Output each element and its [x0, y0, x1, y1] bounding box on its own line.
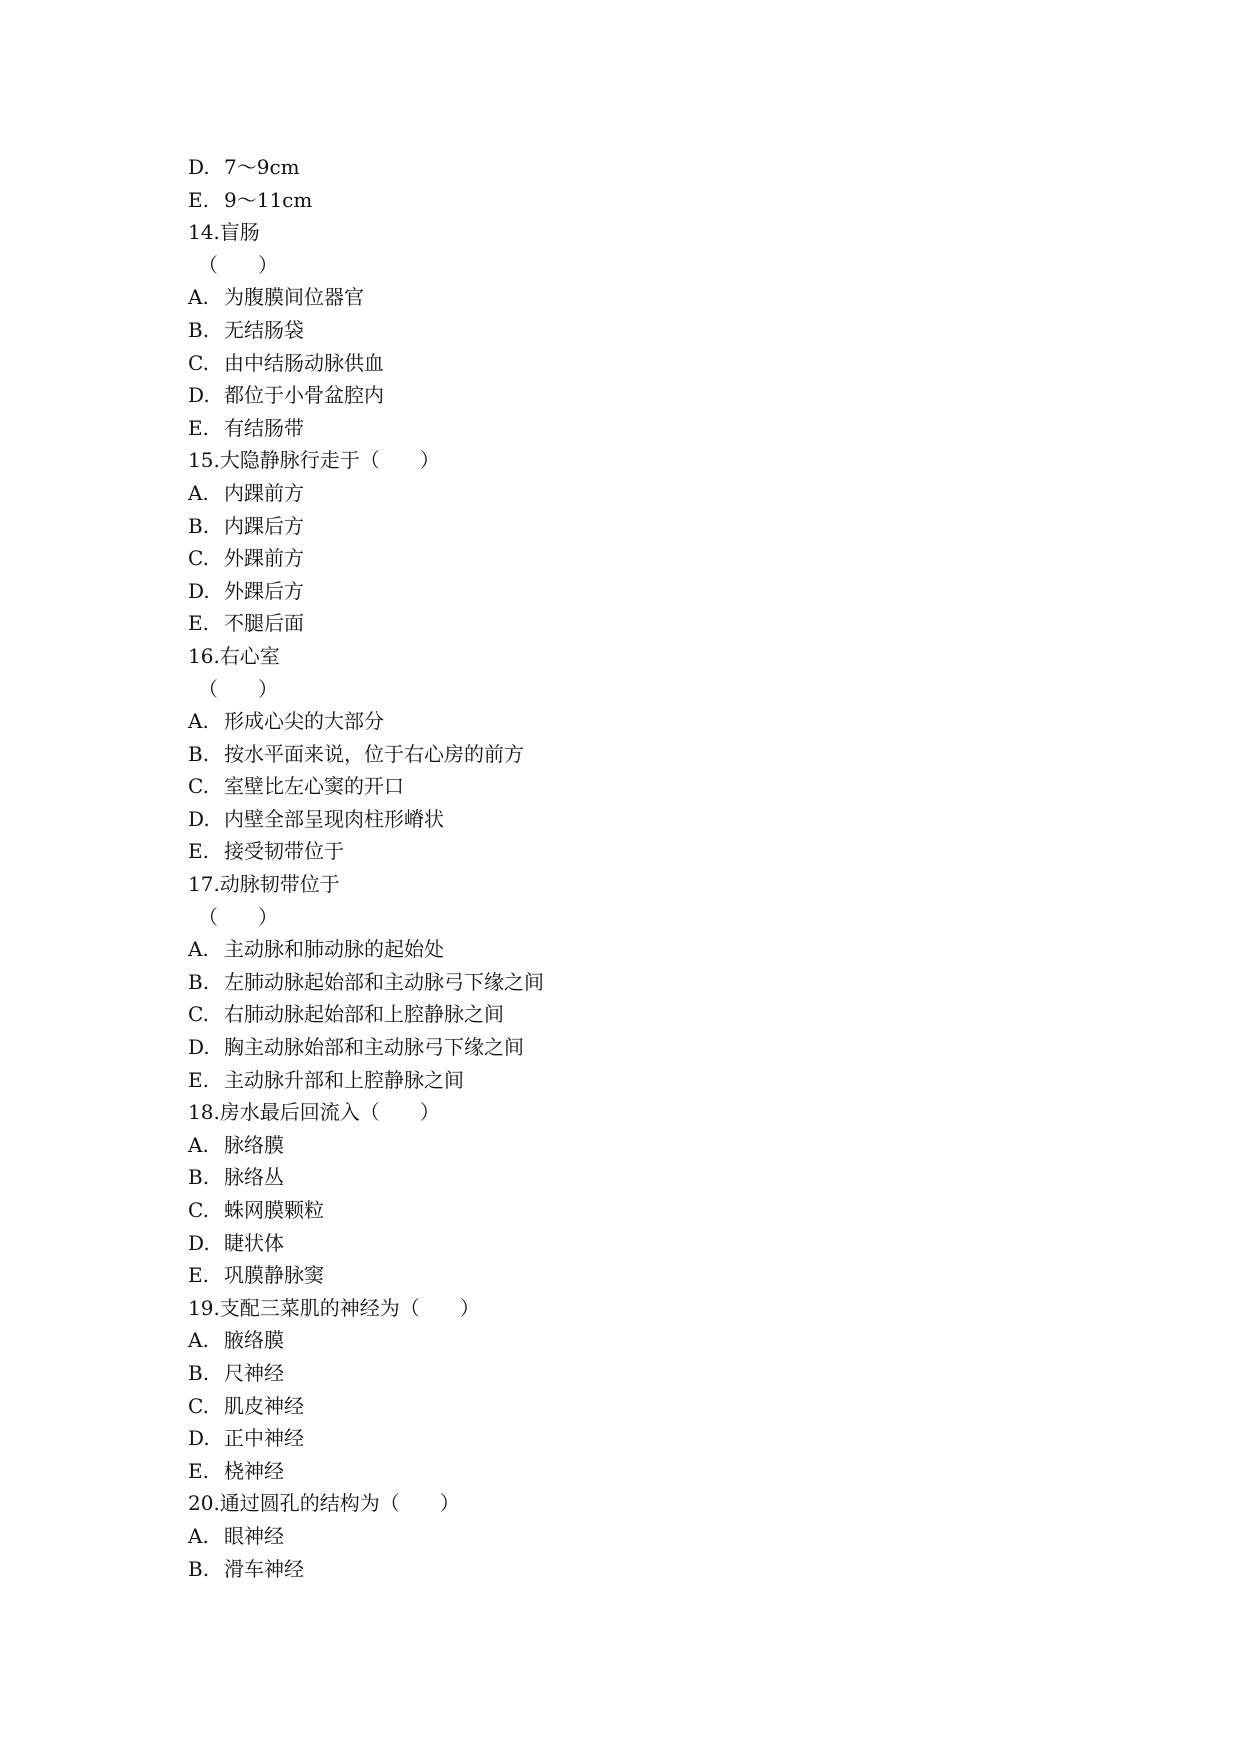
option-letter: E.: [188, 1067, 209, 1092]
option-letter: C.: [188, 1198, 209, 1222]
answer-option: [188, 607, 1088, 640]
option-text: 脉络丛: [224, 1165, 284, 1190]
option-text: 巩膜静脉窦: [224, 1263, 324, 1288]
option-text: 主动脉和肺动脉的起始处: [224, 937, 444, 962]
option-letter: D.: [188, 1035, 210, 1060]
question-stem: 19.支配三菜肌的神经为（ ）: [188, 1295, 480, 1320]
option-letter: B.: [188, 317, 210, 342]
answer-option: [188, 966, 1088, 999]
option-letter: B.: [188, 1360, 210, 1385]
option-text: 由中结肠动脉供血: [224, 350, 384, 375]
option-text: 内壁全部呈现肉柱形嵴状: [224, 806, 444, 831]
answer-option: [188, 281, 1088, 314]
option-text: 蛛网膜颗粒: [224, 1198, 324, 1222]
option-letter: E.: [188, 1458, 209, 1483]
option-text: 形成心尖的大部分: [224, 709, 384, 734]
answer-option: [188, 314, 1088, 347]
answer-option: [188, 1324, 1088, 1357]
option-letter: C.: [188, 546, 209, 571]
option-text: 眼神经: [224, 1523, 284, 1548]
option-text: 主动脉升部和上腔静脉之间: [224, 1067, 464, 1092]
option-text: 内踝后方: [224, 513, 304, 538]
question-stem: 17.动脉韧带位于: [188, 872, 340, 897]
option-text: 不腿后面: [224, 611, 304, 636]
option-text: 按水平面来说，位于右心房的前方: [224, 741, 524, 766]
answer-blank: （ ）: [198, 252, 278, 277]
answer-blank: （ ）: [198, 904, 278, 929]
answer-option: [188, 1520, 1088, 1553]
answer-option: [188, 835, 1088, 868]
answer-option: [188, 998, 1088, 1031]
answer-option: [188, 1129, 1088, 1162]
option-text: 为腹膜间位器官: [224, 285, 364, 310]
question-stem: 20.通过圆孔的结构为（ ）: [188, 1491, 460, 1516]
option-letter: D.: [188, 155, 210, 179]
option-text: 胸主动脉始部和主动脉弓下缘之间: [224, 1035, 524, 1060]
option-text: 桡神经: [224, 1458, 284, 1483]
answer-option: [188, 412, 1088, 445]
answer-option: [188, 1455, 1088, 1488]
option-letter: B.: [188, 1165, 210, 1190]
option-text: 9～11cm: [224, 187, 313, 212]
answer-option: [188, 510, 1088, 543]
option-text: 右肺动脉起始部和上腔静脉之间: [224, 1002, 504, 1027]
option-letter: C.: [188, 350, 209, 375]
answer-option: [188, 1194, 1088, 1227]
option-letter: B.: [188, 969, 210, 994]
question-stem: 18.房水最后回流入（ ）: [188, 1100, 440, 1125]
option-letter: B.: [188, 513, 210, 538]
answer-option: [188, 184, 1088, 217]
option-letter: A.: [188, 1523, 209, 1548]
answer-option: [188, 477, 1088, 510]
question-stem: 14.盲肠: [188, 220, 260, 245]
option-text: 左肺动脉起始部和主动脉弓下缘之间: [224, 969, 544, 994]
option-text: 尺神经: [224, 1360, 284, 1385]
answer-option: [188, 542, 1088, 575]
answer-option: [188, 379, 1088, 412]
option-letter: D.: [188, 1230, 210, 1255]
option-text: 滑车神经: [224, 1556, 304, 1581]
option-letter: E.: [188, 611, 209, 636]
answer-option: [188, 933, 1088, 966]
option-letter: D.: [188, 578, 210, 603]
answer-option: [188, 705, 1088, 738]
answer-option: [188, 575, 1088, 608]
answer-option: [188, 151, 1088, 184]
answer-option: [188, 803, 1088, 836]
option-text: 都位于小骨盆腔内: [224, 383, 384, 408]
option-letter: E.: [188, 415, 209, 440]
answer-option: [188, 1227, 1088, 1260]
option-letter: A.: [188, 285, 209, 310]
option-letter: E.: [188, 1263, 209, 1288]
option-letter: D.: [188, 806, 210, 831]
answer-option: [188, 347, 1088, 380]
option-letter: E.: [188, 839, 209, 864]
answer-option: [188, 770, 1088, 803]
option-letter: D.: [188, 383, 210, 408]
answer-option: [188, 1064, 1088, 1097]
option-letter: C.: [188, 1393, 209, 1418]
answer-option: [188, 1422, 1088, 1455]
question-list: [188, 151, 1088, 1585]
option-text: 脉络膜: [224, 1132, 284, 1157]
option-letter: A.: [188, 1132, 209, 1157]
answer-option: [188, 1259, 1088, 1292]
answer-option: [188, 1357, 1088, 1390]
option-letter: A.: [188, 480, 209, 505]
option-letter: B.: [188, 1556, 210, 1581]
option-letter: A.: [188, 1328, 209, 1353]
option-text: 接受韧带位于: [224, 839, 344, 864]
option-letter: C.: [188, 1002, 209, 1027]
option-text: 外踝后方: [224, 578, 304, 603]
option-letter: E.: [188, 187, 209, 212]
question-stem: 16.右心室: [188, 643, 280, 668]
option-letter: C.: [188, 774, 209, 799]
option-letter: A.: [188, 709, 209, 734]
option-text: 睫状体: [224, 1230, 284, 1255]
option-text: 室壁比左心窦的开口: [224, 774, 404, 799]
option-text: 外踝前方: [224, 546, 304, 571]
option-text: 7～9cm: [224, 155, 300, 179]
option-letter: A.: [188, 937, 209, 962]
answer-option: [188, 1161, 1088, 1194]
option-letter: B.: [188, 741, 210, 766]
option-text: 无结肠袋: [224, 317, 304, 342]
answer-option: [188, 738, 1088, 771]
question-stem: 15.大隐静脉行走于（ ）: [188, 448, 440, 473]
answer-option: [188, 1553, 1088, 1586]
option-text: 内踝前方: [224, 480, 304, 505]
option-text: 有结肠带: [224, 415, 304, 440]
answer-blank: （ ）: [198, 676, 278, 701]
answer-option: [188, 1031, 1088, 1064]
option-text: 正中神经: [224, 1426, 304, 1451]
option-text: 肌皮神经: [224, 1393, 304, 1418]
option-letter: D.: [188, 1426, 210, 1451]
answer-option: [188, 1390, 1088, 1423]
option-text: 腋络膜: [224, 1328, 284, 1353]
